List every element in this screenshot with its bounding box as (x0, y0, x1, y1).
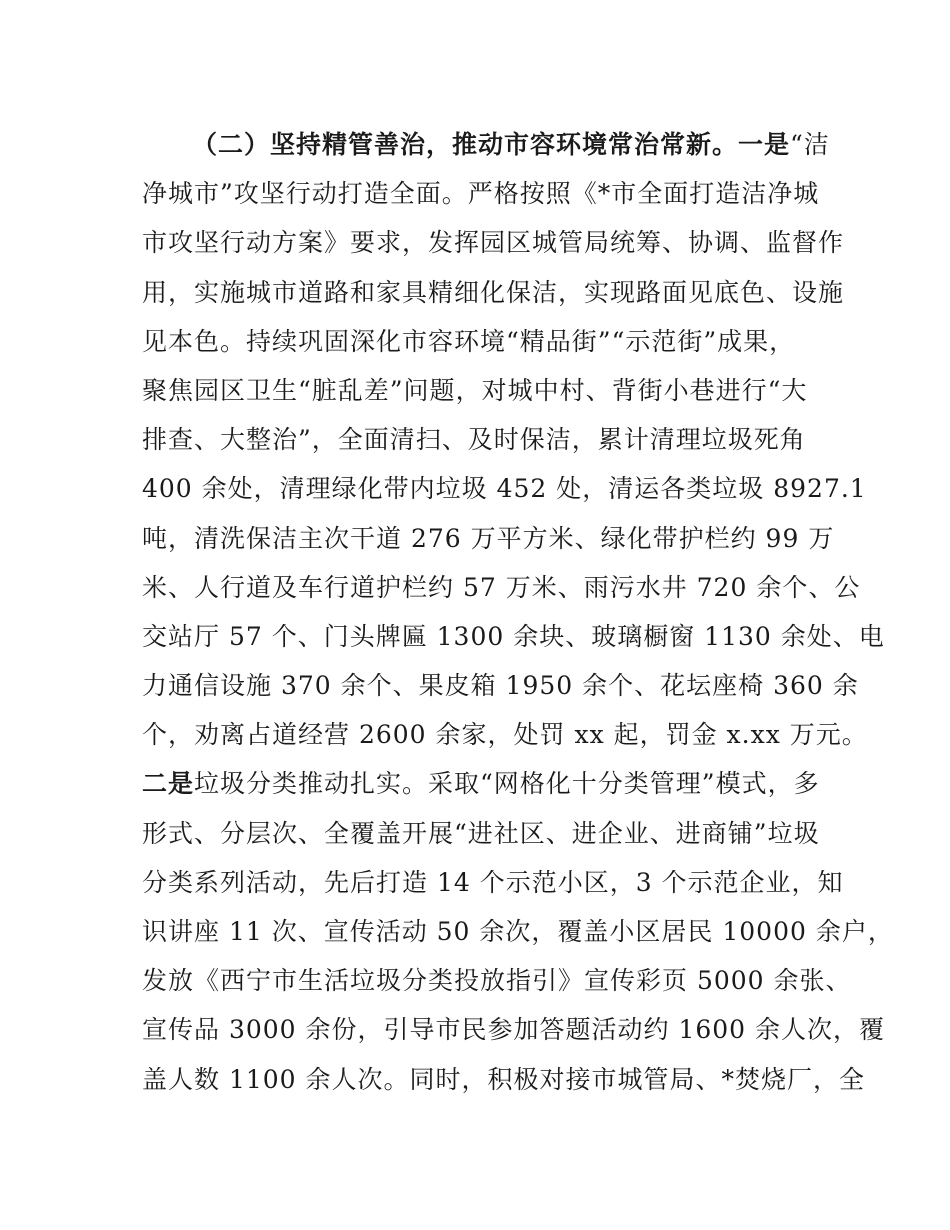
bold-heading: （二）坚持精管善治，推动市容环境常治常新。一是 (192, 130, 791, 159)
text-line: 形式、分层次、全覆盖开展“进社区、进企业、进商铺”垃圾 (142, 818, 820, 848)
text-line: 分类系列活动，先后打造 14 个示范小区，3 个示范企业，知 (142, 867, 844, 897)
text-line: 宣传品 3000 余份，引导市民参加答题活动约 1600 余人次，覆 (142, 1015, 886, 1045)
text-line: 排查、大整治”，全面清扫、及时保洁，累计清理垃圾死角 (142, 425, 806, 455)
bold-lead: 二是 (142, 769, 195, 799)
text-line: 发放《西宁市生活垃圾分类投放指引》宣传彩页 5000 余张、 (142, 966, 852, 996)
document-body (142, 120, 894, 1104)
text-line: 米、人行道及车行道护栏约 57 万米、雨污水井 720 余个、公 (142, 572, 861, 602)
text-line: 个，劝离占道经营 2600 余家，处罚 xx 起，罚金 x.xx 万元。 (142, 720, 868, 750)
text-line: 交站厅 57 个、门头牌匾 1300 余块、玻璃橱窗 1130 余处、电 (142, 621, 885, 651)
line-text: “洁 (790, 130, 830, 159)
text-line (142, 120, 830, 169)
text-line: 聚焦园区卫生“脏乱差”问题，对城中村、背街小巷进行“大 (142, 375, 808, 405)
text-line: 力通信设施 370 余个、果皮箱 1950 余个、花坛座椅 360 余 (142, 671, 859, 701)
text-line: 用，实施城市道路和家具精细化保洁，实现路面见底色、设施 (142, 277, 845, 307)
text-line: 吨，清洗保洁主次干道 276 万平方米、绿化带护栏约 99 万 (142, 523, 835, 553)
text-line: 见本色。持续巩固深化市容环境“精品街”“示范街”成果， (142, 326, 796, 356)
text-line: 400 余处，清理绿化带内垃圾 452 处，清运各类垃圾 8927.1 (142, 474, 867, 504)
text-line (142, 759, 822, 808)
text-line: 市攻坚行动方案》要求，发挥园区城管局统筹、协调、监督作 (142, 228, 845, 258)
text-line: 识讲座 11 次、宣传活动 50 余次，覆盖小区居民 10000 余户， (142, 917, 894, 946)
line-text: 垃圾分类推动扎实。采取“网格化十分类管理”模式，多 (194, 769, 820, 799)
text-line: 盖人数 1100 余人次。同时，积极对接市城管局、*焚烧厂，全 (142, 1064, 866, 1094)
text-line: 净城市”攻坚行动打造全面。严格按照《*市全面打造洁净城 (142, 179, 820, 209)
